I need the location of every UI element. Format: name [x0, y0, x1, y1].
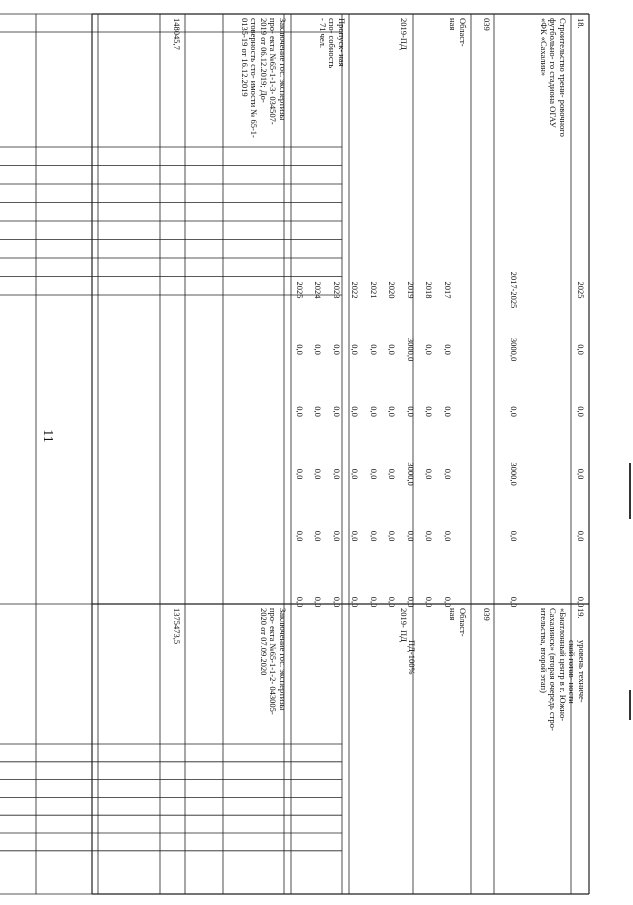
row-19-object-name: «Биатлонный центр в г. Южно-Сахалинск» (вторая очередь стро- ительства, второй этап) [538, 608, 568, 731]
row-18-year-value: 0,0 [405, 406, 416, 417]
row-18-year-value: 0,0 [294, 344, 305, 355]
row-18-year-value: 0,0 [331, 406, 342, 417]
investment-table [92, 14, 589, 894]
row-18-year-period: 2020 [387, 281, 398, 299]
row-18-year-value: 0,0 [331, 596, 342, 608]
row-18-year-value: 0,0 [387, 596, 398, 608]
row-18-year-value: 0,0 [405, 530, 416, 542]
row-18-year-value: 3000,0 [405, 462, 416, 486]
row-18-year-value: 0,0 [424, 530, 435, 542]
row-18-year-value: 0,0 [442, 344, 453, 355]
row-18-year-value: 0,0 [368, 468, 379, 480]
row-19-stage: 2019- ПД [399, 608, 409, 642]
row-18-capacity: Пропуск- ная спо- собность - 71 чел. [317, 18, 347, 69]
row-18-year-value: 0,0 [350, 344, 361, 355]
row-18-year-value: 0,0 [424, 406, 435, 417]
row-18-head-note: уровень техниче- ской готов- ности [567, 640, 587, 704]
row-18-year-value: 0,0 [424, 344, 435, 355]
row-18-total-value: 0,0 [509, 530, 520, 542]
row-18-year-period: 2024 [313, 281, 324, 299]
row-18-year-value: 0,0 [387, 530, 398, 542]
row-18-year-value: 0,0 [294, 530, 305, 542]
row-18-year-value: 0,0 [368, 406, 379, 417]
row-18-head-value: 0,0 [575, 596, 586, 608]
row-18-head-value: 0,0 [575, 468, 586, 480]
row-18-estimated-cost: 148045,7 [172, 18, 182, 50]
row-18-year-value: 0,0 [387, 344, 398, 355]
row-18-year-value: 0,0 [442, 406, 453, 417]
row-18-year-period: 2019 [405, 281, 416, 299]
row-18-year-note: ПД-100% [407, 640, 417, 675]
row-18-year-value: 0,0 [368, 530, 379, 542]
row-18-year-value: 0,0 [313, 596, 324, 608]
row-18-year-value: 0,0 [442, 468, 453, 480]
row-19-expertise: Заключение гос. экспертизы про- екта №65-1-1-2- 043005-2020 от 07.09.2020 [258, 608, 288, 715]
row-18-total-period: 2017-2025 [509, 271, 520, 309]
row-18-total-value: 3000,0 [509, 337, 520, 362]
row-18-year-period: 2023 [331, 281, 342, 299]
row-18-year-value: 0,0 [350, 468, 361, 480]
row-18-year-value: 0,0 [294, 596, 305, 608]
row-18-year-value: 0,0 [424, 596, 435, 608]
row-18-budget-level: Област- ная [448, 18, 468, 47]
row-18-year-value: 0,0 [331, 530, 342, 542]
row-18-year-period: 2025 [294, 281, 305, 299]
row-19-budget-level: Област- ная [448, 608, 468, 637]
row-18-code: 039 [482, 18, 492, 31]
row-19-estimated-cost: 1375473,5 [172, 608, 182, 645]
row-18-year-value: 0,0 [294, 406, 305, 417]
row-18-total-value: 3000,0 [509, 462, 520, 486]
row-18-year-value: 0,0 [387, 468, 398, 480]
row-18-year-value: 0,0 [294, 468, 305, 480]
row-18-year-value: 0,0 [313, 530, 324, 542]
row-18-year-value: 0,0 [313, 468, 324, 480]
row-18-year-value: 0,0 [350, 530, 361, 542]
row-18-year-period: 2021 [368, 281, 379, 299]
row-18-stage: 2019-ПД [399, 18, 409, 50]
row-18-year-value: 3000,0 [405, 337, 416, 362]
row-18-year-value: 0,0 [313, 406, 324, 417]
row-18-year-value: 0,0 [331, 468, 342, 480]
row-18-object-name: Строительство трени- ровочного футбольно- го стадиона ОГАУ «ФК «Сахалин» [538, 18, 568, 137]
row-18-total-value: 0,0 [509, 406, 520, 417]
row-18-year-value: 0,0 [350, 596, 361, 608]
row-18-year-value: 0,0 [387, 406, 398, 417]
row-19-code: 039 [482, 608, 492, 621]
row-18-year-value: 0,0 [442, 596, 453, 608]
row-18-year-value: 0,0 [350, 406, 361, 417]
row-18-head-value: 0,0 [575, 406, 586, 417]
row-18-year-value: 0,0 [424, 468, 435, 480]
row-18-head-period: 2025 [575, 281, 586, 299]
row-18-total-value: 0,0 [509, 596, 520, 608]
row-18-year-value: 0,0 [368, 344, 379, 355]
scan-edge-mark [629, 463, 631, 519]
row-18-year-value: 0,0 [405, 596, 416, 608]
scan-edge-mark [629, 690, 631, 720]
row-18-year-value: 0,0 [368, 596, 379, 608]
row-18-head-value: 0,0 [575, 344, 586, 355]
row-18-year-value: 0,0 [331, 344, 342, 355]
page-number: 11 [40, 429, 55, 443]
row-18-year-period: 2017 [442, 281, 453, 299]
row-18-year-value: 0,0 [442, 530, 453, 542]
row-18-year-period: 2022 [350, 281, 361, 299]
row-18-year-period: 2018 [424, 281, 435, 299]
row-19-number: 19. [576, 608, 586, 619]
row-18-year-value: 0,0 [313, 344, 324, 355]
row-18-number: 18. [576, 18, 586, 29]
row-18-expertise: Заключение гос. экспертизы про- екта №65-1-1-3- 034507-2019 от 06.12.2019; До- стоверность сто- имости № 65-1- 0135-19 от 16.12.2019 [239, 18, 288, 138]
row-18-head-value: 0,0 [575, 530, 586, 542]
